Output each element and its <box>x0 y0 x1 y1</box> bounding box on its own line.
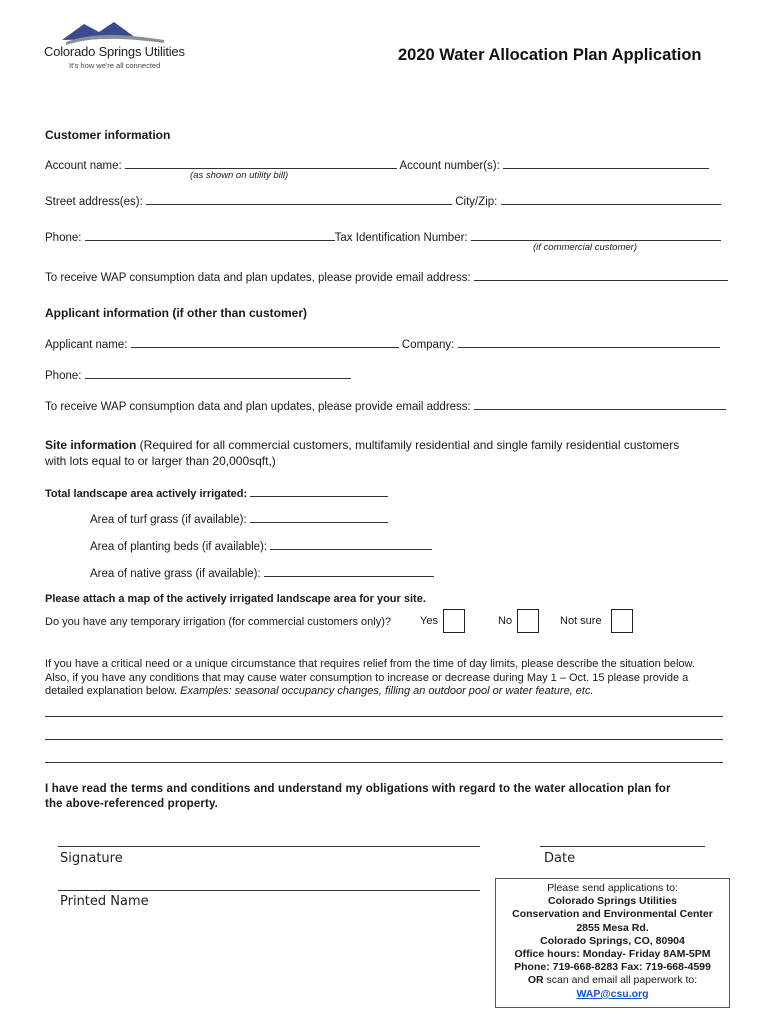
date-field[interactable] <box>540 846 705 847</box>
site-heading: Site information <box>45 438 137 452</box>
total-area-field[interactable] <box>250 484 388 497</box>
company-field[interactable] <box>458 335 720 348</box>
site-heading-note: (Required for all commercial customers, multifamily residential and single family residential customers <box>136 438 680 452</box>
explanation-line-1[interactable] <box>45 716 723 717</box>
agreement-text <box>45 782 671 812</box>
yes-checkbox[interactable] <box>443 609 465 633</box>
applicant-phone-label: Phone: <box>45 370 82 382</box>
option-no-label: No <box>498 614 513 627</box>
needs-line3: detailed explanation below. <box>45 685 178 697</box>
phone-label: Phone: <box>45 232 82 244</box>
page-title: 2020 Water Allocation Plan Application <box>398 46 702 64</box>
option-no[interactable] <box>498 609 539 633</box>
account-name-label: Account name: <box>45 160 122 172</box>
temp-irrigation-question: Do you have any temporary irrigation (for commercial customers only)? <box>45 616 392 628</box>
date-label: Date <box>544 851 576 866</box>
applicant-phone-field[interactable] <box>85 366 351 379</box>
contact-or: OR <box>527 974 544 987</box>
applicant-email-field[interactable] <box>474 397 726 410</box>
signature-field[interactable] <box>58 846 480 847</box>
agreement-line2: the above-referenced property. <box>45 798 219 810</box>
explanation-line-2[interactable] <box>45 739 723 740</box>
option-not-sure[interactable] <box>560 609 633 633</box>
needs-line2: Also, if you have any conditions that may cause water consumption to increase or decrease during May 1 – Oct. 15 please provide a <box>45 671 689 684</box>
customer-email-label: To receive WAP consumption data and plan updates, please provide email address: <box>45 272 471 284</box>
contact-line7: Phone: 719-668-8283 Fax: 719-668-4599 <box>514 961 711 974</box>
needs-line1: If you have a critical need or a unique circumstance that requires relief from the time of day limits, please describe the situation below. <box>45 658 695 670</box>
contact-line5: Colorado Springs, CO, 80904 <box>540 934 685 947</box>
tin-field[interactable] <box>471 228 721 241</box>
utility-logo <box>44 18 194 74</box>
account-number-field[interactable] <box>503 156 709 169</box>
contact-line3: Conservation and Environmental Center <box>512 908 713 921</box>
option-not-sure-label: Not sure <box>560 614 602 627</box>
contact-line6: Office hours: Monday- Friday 8AM-5PM <box>514 948 711 961</box>
company-label: Company: <box>401 339 455 351</box>
contact-line4: 2855 Mesa Rd. <box>576 921 649 934</box>
street-label: Street address(es): <box>45 196 143 208</box>
site-heading-note2: with lots equal to or larger than 20,000sqft,) <box>45 454 276 468</box>
attach-map-note: Please attach a map of the actively irrigated landscape area for your site. <box>45 593 426 605</box>
applicant-email-label: To receive WAP consumption data and plan updates, please provide email address: <box>45 401 471 413</box>
cityzip-label: City/Zip: <box>455 196 498 208</box>
account-name-hint: (as shown on utility bill) <box>190 170 289 181</box>
total-area-label: Total landscape area actively irrigated: <box>45 488 248 500</box>
option-yes[interactable] <box>420 609 465 633</box>
signature-label: Signature <box>60 851 123 866</box>
contact-box <box>495 878 730 1008</box>
applicant-name-label: Applicant name: <box>45 339 128 351</box>
needs-examples: Examples: seasonal occupancy changes, filling an outdoor pool or water feature, etc. <box>180 685 594 697</box>
printed-name-field[interactable] <box>58 890 480 891</box>
org-name: Colorado Springs Utilities <box>44 44 185 59</box>
native-field[interactable] <box>264 564 434 577</box>
contact-line8: scan and email all paperwork to: <box>543 974 698 987</box>
turf-label: Area of turf grass (if available): <box>90 514 247 526</box>
planting-field[interactable] <box>270 537 432 550</box>
needs-paragraph <box>45 658 735 699</box>
account-name-field[interactable] <box>125 156 397 169</box>
contact-line2: Colorado Springs Utilities <box>548 895 677 908</box>
applicant-heading: Applicant information (if other than customer) <box>45 306 308 320</box>
applicant-name-field[interactable] <box>131 335 399 348</box>
turf-field[interactable] <box>250 510 388 523</box>
explanation-line-3[interactable] <box>45 762 723 763</box>
tin-hint: (if commercial customer) <box>533 242 637 253</box>
tagline: It's how we're all connected <box>69 61 161 70</box>
contact-line1: Please send applications to: <box>547 882 678 894</box>
option-yes-label: Yes <box>420 614 438 627</box>
no-checkbox[interactable] <box>517 609 539 633</box>
customer-email-field[interactable] <box>474 268 728 281</box>
agreement-line1: I have read the terms and conditions and understand my obligations with regard to the water allocation plan for <box>45 783 671 795</box>
planting-label: Area of planting beds (if available): <box>90 541 268 553</box>
account-number-label: Account number(s): <box>399 160 500 172</box>
cityzip-field[interactable] <box>501 192 721 205</box>
street-field[interactable] <box>146 192 452 205</box>
customer-heading: Customer information <box>45 128 171 142</box>
not-sure-checkbox[interactable] <box>611 609 633 633</box>
printed-name-label: Printed Name <box>60 894 149 909</box>
native-label: Area of native grass (if available): <box>90 568 261 580</box>
phone-field[interactable] <box>85 228 335 241</box>
email-link[interactable]: WAP@csu.org <box>576 987 649 1000</box>
tin-label: Tax Identification Number: <box>334 232 468 244</box>
